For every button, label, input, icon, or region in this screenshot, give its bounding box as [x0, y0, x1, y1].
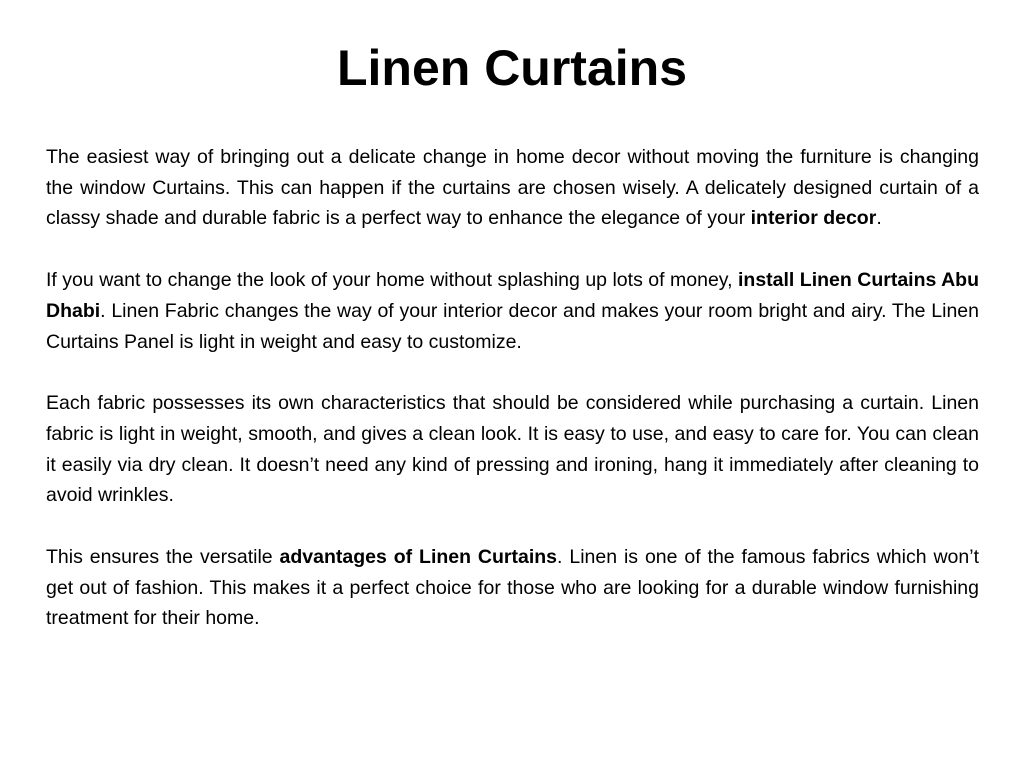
paragraph-1 [46, 142, 979, 234]
install-linen-curtains-link[interactable]: install Linen Curtains Abu Dhabi [46, 269, 980, 322]
advantages-link[interactable]: advantages of Linen Curtains [279, 546, 558, 569]
paragraph-text: This ensures the versatile [46, 546, 280, 569]
page-title: Linen Curtains [336, 40, 688, 96]
paragraph-text: The easiest way of bringing out a delicate change in home decor without moving the furniture is changing the window Curtains. This can happen if the curtains are chosen wisely. A delicately designed curtain of a classy shade and durable fabric is a perfect way to enhance the elegance of your [46, 146, 979, 230]
paragraph-4 [46, 542, 979, 634]
paragraph-text: . [876, 207, 882, 230]
paragraph-text: If you want to change the look of your home without splashing up lots of money, [46, 269, 738, 292]
paragraph-text: . Linen Fabric changes the way of your interior decor and makes your room bright and airy. The Linen Curtains Panel is light in weight and easy to customize. [46, 299, 979, 353]
paragraph-text: . Linen is one of the famous fabrics which won’t get out of fashion. This makes it a perfect choice for those who are looking for a durable window furnishing treatment for their home. [46, 546, 979, 630]
paragraph-2 [46, 265, 979, 357]
paragraph-3 [46, 388, 979, 511]
interior-decor-link[interactable]: interior decor [750, 207, 877, 230]
slide-body [46, 142, 979, 665]
paragraph-text: Each fabric possesses its own characteristics that should be considered while purchasing a curtain. Linen fabric is light in weight, smooth, and gives a clean look. It is easy to use, and easy to care for. You can clean it easily via dry clean. It doesn’t need any kind of pressing and ironing, hang it immediately after cleaning to avoid wrinkles. [46, 392, 979, 507]
